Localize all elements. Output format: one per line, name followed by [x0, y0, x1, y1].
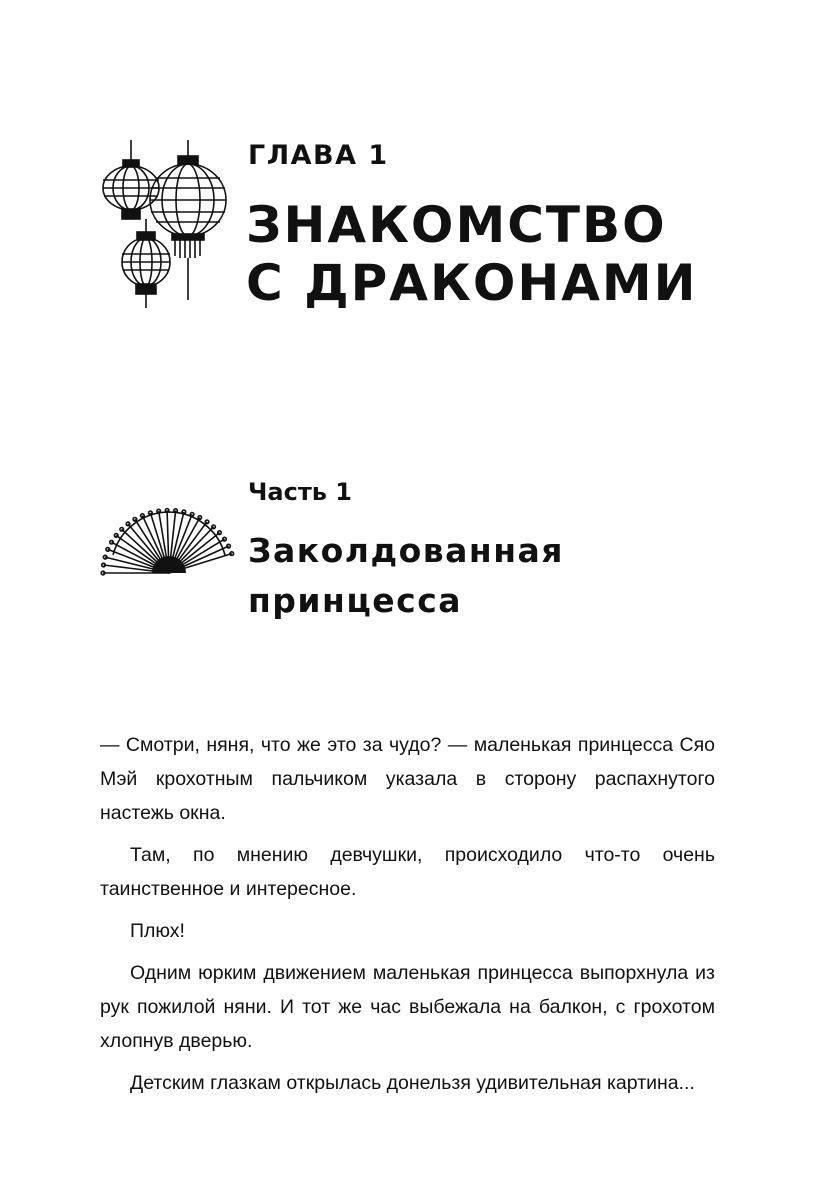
chapter-label: ГЛАВА 1	[248, 140, 389, 171]
story-text	[100, 728, 715, 1108]
paragraph: Там, по мнению девчушки, происходило что-то очень таинственное и интересное.	[100, 844, 715, 900]
paragraph: Одним юрким движением маленькая принцесса выпорхнула из рук пожилой няни. И тот же час выбежала на балкон, с грохотом хлопнув дверью.	[100, 962, 715, 1052]
chapter-title-line2: С ДРАКОНАМИ	[246, 254, 698, 312]
part-title-line2: принцесса	[248, 581, 463, 620]
part-label: Часть 1	[248, 478, 352, 506]
part-title-line1: Заколдованная	[248, 531, 564, 570]
paragraph: — Смотри, няня, что же это за чудо? — маленькая принцесса Сяо Мэй крохотным пальчиком указала в сторону распахнутого настежь окна.	[100, 734, 715, 824]
chapter-title	[246, 196, 698, 312]
paragraph: Детским глазкам открылась донельзя удивительная картина...	[130, 1072, 695, 1094]
paragraph: Плюх!	[130, 920, 185, 942]
chapter-title-line1: ЗНАКОМСТВО	[246, 196, 667, 254]
lanterns-icon	[96, 140, 236, 310]
part-title	[248, 526, 564, 626]
fan-icon	[100, 495, 235, 583]
